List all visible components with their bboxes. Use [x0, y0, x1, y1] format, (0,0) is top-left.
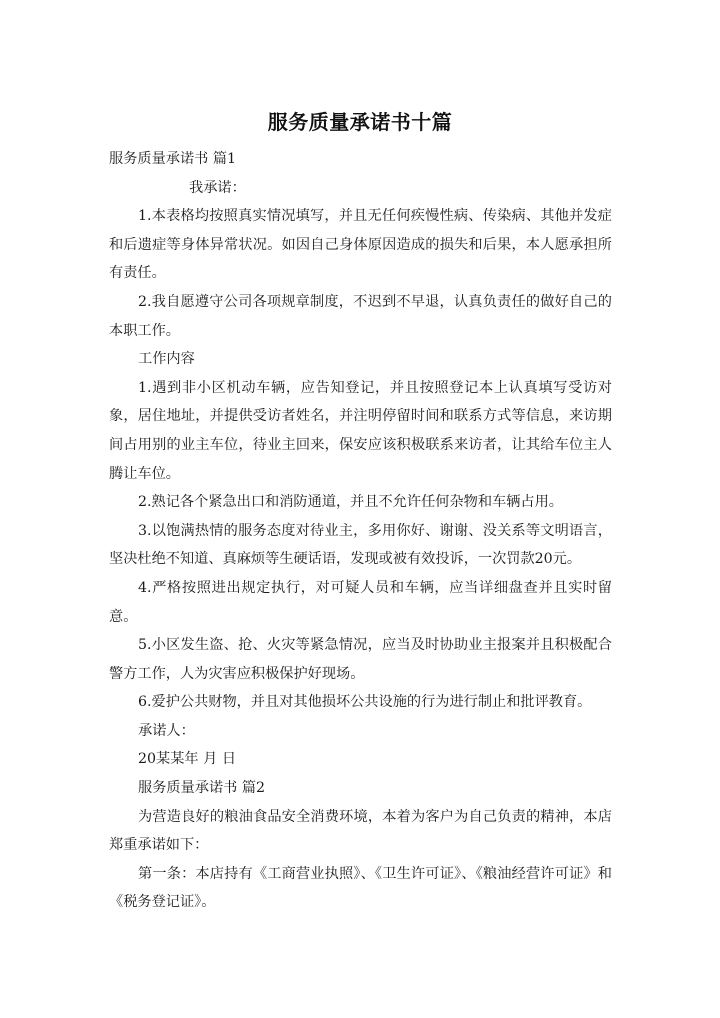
paragraph-item: 第一条：本店持有《工商营业执照》、《卫生许可证》、《粮油经营许可证》和《税务登记证》。 [109, 865, 612, 911]
paragraph-item: 5.小区发生盗、抢、火灾等紧急情况，应当及时协助业主报案并且积极配合警方工作，人为灾害应积极保护好现场。 [109, 637, 612, 682]
paragraph-item: 1.遇到非小区机动车辆，应告知登记，并且按照登记本上认真填写受访对象，居住地址，并提供受访者姓名，并注明停留时间和联系方式等信息，来访期间占用别的业主车位，待业主回来，保安应该积极联系来访者，让其给车位主人腾让车位。 [109, 379, 612, 482]
signatory-label: 承诺人： [138, 722, 195, 739]
section-heading-1: 服务质量承诺书 篇1 [109, 151, 237, 167]
document-title: 服务质量承诺书十篇 [267, 110, 453, 134]
paragraph-item: 3.以饱满热情的服务态度对待业主，多用你好、谢谢、没关系等文明语言，坚决杜绝不知道、真麻烦等生硬话语，发现或被有效投诉，一次罚款20元。 [109, 522, 612, 568]
subheading-work-content: 工作内容 [138, 351, 195, 368]
paragraph-item: 为营造良好的粮油食品安全消费环境，本着为客户为自己负责的精神，本店郑重承诺如下： [109, 808, 612, 854]
document-body [109, 145, 612, 917]
paragraph-item: 4.严格按照进出规定执行，对可疑人员和车辆，应当详细盘查并且实时留意。 [109, 579, 612, 625]
section-heading-2: 服务质量承诺书 篇2 [138, 780, 266, 797]
paragraph-item: 2.我自愿遵守公司各项规章制度，不迟到不早退，认真负责任的做好自己的本职工作。 [109, 293, 612, 339]
promise-intro: 我承诺： [189, 179, 246, 196]
paragraph-item: 6.爱护公共财物，并且对其他损坏公共设施的行为进行制止和批评教育。 [138, 694, 592, 711]
date-line: 20某某年 月 日 [138, 751, 237, 768]
paragraph-item: 2.熟记各个紧急出口和消防通道，并且不允许任何杂物和车辆占用。 [138, 494, 563, 511]
paragraph-item: 1.本表格均按照真实情况填写，并且无任何疾慢性病、传染病、其他并发症和后遗症等身体异常状况。如因自己身体原因造成的损失和后果，本人愿承担所有责任。 [109, 208, 612, 282]
